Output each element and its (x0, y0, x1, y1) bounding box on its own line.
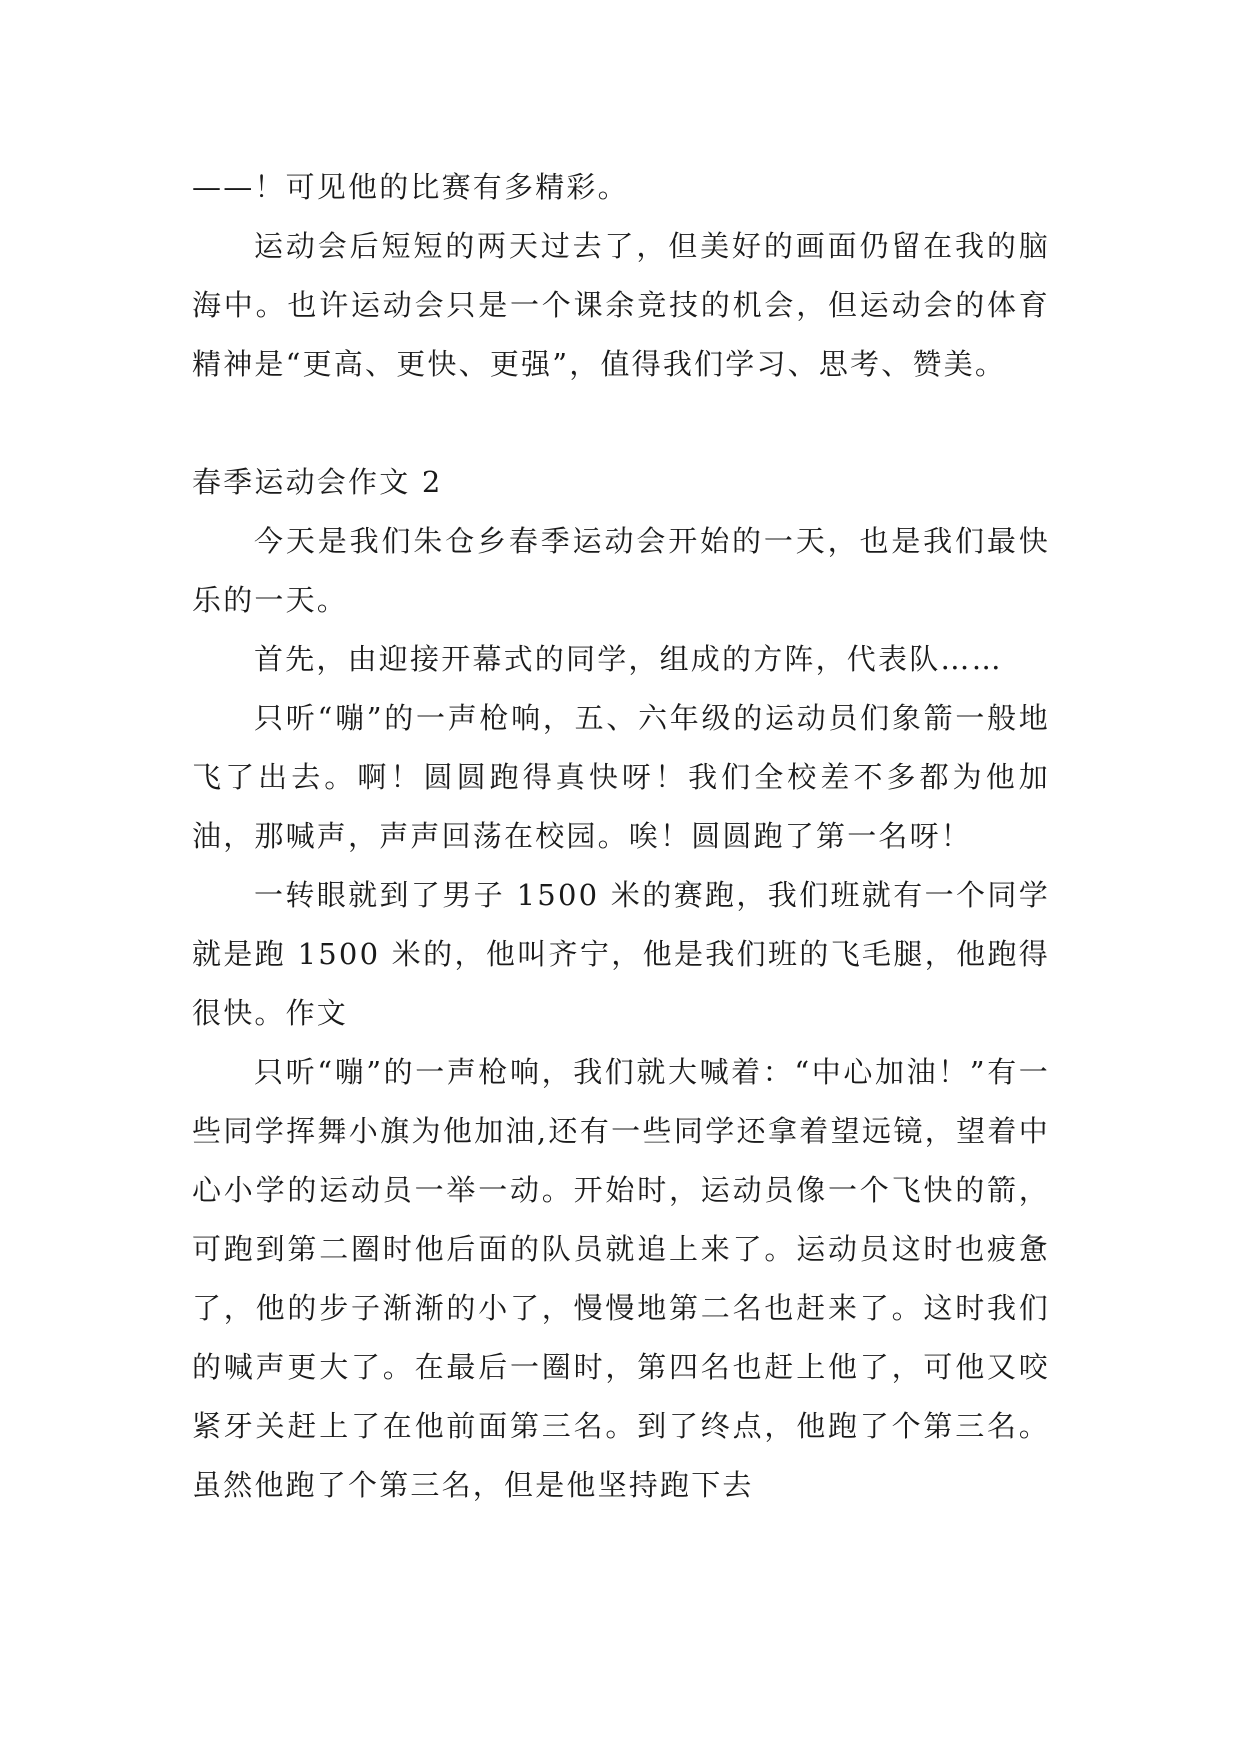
paragraph-opening-ceremony: 首先，由迎接开幕式的同学，组成的方阵，代表队…… (254, 642, 1003, 676)
document-body (192, 158, 1050, 1515)
paragraph-intro: 今天是我们朱仓乡春季运动会开始的一天，也是我们最快乐的一天。 (192, 524, 1050, 617)
paragraph-conclusion: 运动会后短短的两天过去了，但美好的画面仍留在我的脑海中。也许运动会只是一个课余竞技的机会，但运动会的体育精神是“更高、更快、更强”，值得我们学习、思考、赞美。 (192, 229, 1050, 381)
paragraph-1500m-race: 一转眼就到了男子 1500 米的赛跑，我们班就有一个同学就是跑 1500 米的，他叫齐宁，他是我们班的飞毛腿，他跑得很快。作文 (192, 878, 1050, 1030)
paragraph-race-description: 只听“嘣”的一声枪响，我们就大喊着：“中心加油！”有一些同学挥舞小旗为他加油,还有一些同学还拿着望远镜，望着中心小学的运动员一举一动。开始时，运动员像一个飞快的箭，可跑到第二圈时他后面的队员就追上来了。运动员这时也疲惫了，他的步子渐渐的小了，慢慢地第二名也赶来了。这时我们的喊声更大了。在最后一圈时，第四名也赶上他了，可他又咬紧牙关赶上了在他前面第三名。到了终点，他跑了个第三名。虽然他跑了个第三名，但是他坚持跑下去 (192, 1055, 1050, 1502)
paragraph-first-race: 只听“嘣”的一声枪响，五、六年级的运动员们象箭一般地飞了出去。啊！圆圆跑得真快呀！我们全校差不多都为他加油，那喊声，声声回荡在校园。唉！圆圆跑了第一名呀！ (192, 701, 1050, 853)
paragraph-continuation: ——！可见他的比赛有多精彩。 (192, 170, 629, 204)
section-heading: 春季运动会作文 2 (192, 465, 443, 499)
